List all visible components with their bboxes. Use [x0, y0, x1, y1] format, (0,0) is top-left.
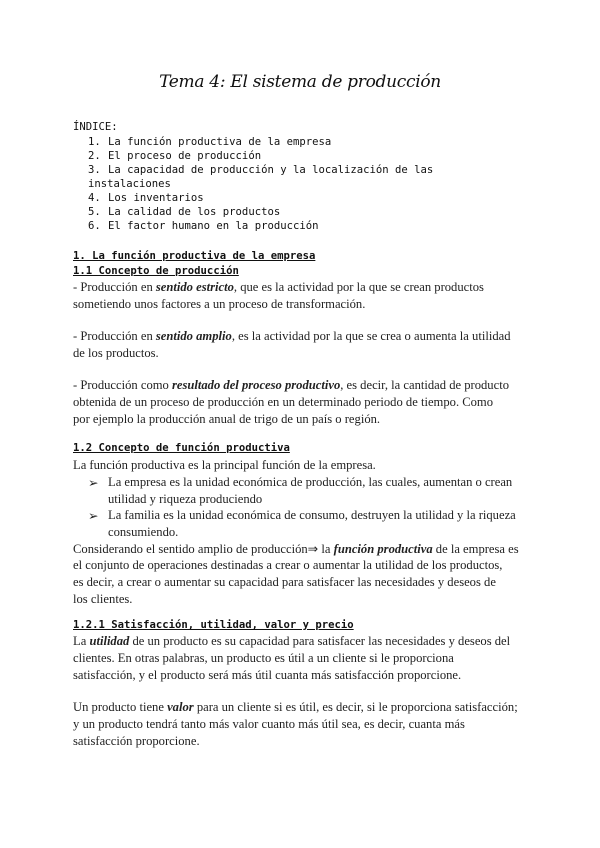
paragraph-line [73, 378, 509, 393]
paragraph-line: obtenida de un proceso de producción en un determinado periodo de tiempo. Como [73, 395, 494, 409]
subsection-heading: 1.2 Concepto de función productiva [73, 442, 290, 454]
paragraph-line [73, 329, 511, 344]
arrow-bullet-icon: ➢ [88, 509, 99, 523]
index-item-text: La calidad de los productos [108, 206, 281, 218]
text-run: - Producción como [73, 378, 172, 392]
index-item-number: 4. [88, 192, 101, 204]
index-item-number: 1. [88, 136, 101, 148]
paragraph-line: satisfacción, y el producto será más útil cuanta más satisfacción proporcione. [73, 668, 462, 682]
paragraph-line: de los productos. [73, 346, 159, 360]
paragraph-line: clientes. En otras palabras, un producto es útil a un cliente si le proporciona [73, 651, 454, 665]
section-heading: 1. La función productiva de la empresa [73, 250, 316, 262]
index-item-text: La función productiva de la empresa [108, 136, 332, 148]
text-run: para un cliente si es útil, es decir, si le proporciona satisfacción; [193, 700, 518, 714]
paragraph-line: los clientes. [73, 592, 133, 606]
index-item-text: El factor humano en la producción [108, 220, 319, 232]
paragraph-line: satisfacción proporcione. [73, 734, 200, 748]
text-run: , es decir, la cantidad de producto [340, 378, 509, 392]
paragraph-line: La función productiva es la principal función de la empresa. [73, 458, 376, 472]
paragraph-line [73, 634, 510, 649]
paragraph-line [73, 541, 519, 557]
paragraph-line [73, 700, 518, 715]
index-item-number: 6. [88, 220, 101, 232]
index-item [88, 192, 508, 204]
emphasis-text: utilidad [89, 634, 130, 648]
index-item [88, 150, 508, 162]
text-run: de un producto es su capacidad para satisfacer las necesidades y deseos del [129, 634, 511, 648]
subsection-heading: 1.2.1 Satisfacción, utilidad, valor y precio [73, 619, 354, 631]
text-run: - Producción en [73, 280, 156, 294]
subsection-heading: 1.1 Concepto de producción [73, 265, 239, 277]
index-item-text: La capacidad de producción y la localización de las [108, 164, 434, 176]
index-item [88, 206, 508, 218]
paragraph-line: sometiendo unos factores a un proceso de transformación. [73, 297, 366, 311]
index-item-number: 3. [88, 164, 101, 176]
text-run: de la empresa es [432, 542, 519, 556]
index-item-text: Los inventarios [108, 192, 204, 204]
page-title: Tema 4: El sistema de producción [159, 72, 441, 92]
bullet-text: utilidad y riqueza produciendo [108, 492, 263, 506]
paragraph-line: es decir, a crear o aumentar su capacidad para satisfacer las necesidades y deseos de [73, 575, 496, 589]
paragraph-line: por ejemplo la producción anual de trigo de un país o región. [73, 412, 381, 426]
emphasis-text: sentido amplio [155, 329, 232, 343]
index-item-continuation: instalaciones [88, 178, 171, 190]
index-item [88, 220, 508, 232]
bullet-text: La familia es la unidad económica de consumo, destruyen la utilidad y la riqueza [108, 508, 516, 522]
emphasis-text: sentido estricto [155, 280, 234, 294]
index-item-number: 5. [88, 206, 101, 218]
text-run: , que es la actividad por la que se crean productos [233, 280, 484, 294]
text-run: - Producción en [73, 329, 156, 343]
text-run: Un producto tiene [73, 700, 168, 714]
index-heading: ÍNDICE: [73, 121, 118, 133]
arrow-bullet-icon: ➢ [88, 476, 99, 490]
paragraph-line [73, 280, 484, 295]
text-run: , es la actividad por la que se crea o aumenta la utilidad [231, 329, 511, 343]
bullet-text: La empresa es la unidad económica de producción, las cuales, aumentan o crean [108, 475, 513, 489]
bullet-text: consumiendo. [108, 525, 179, 539]
emphasis-text: valor [167, 700, 194, 714]
paragraph-line: el conjunto de operaciones destinadas a crear o aumentar la utilidad de los productos, [73, 558, 503, 572]
index-item [88, 164, 508, 176]
paragraph-line: y un producto tendrá tanto más valor cuanto más útil sea, es decir, cuanta más [73, 717, 465, 731]
emphasis-text: función productiva [333, 542, 433, 556]
text-run: Considerando el sentido amplio de producción⇒ la [73, 542, 334, 556]
index-item-number: 2. [88, 150, 101, 162]
emphasis-text: resultado del proceso productivo [171, 378, 341, 392]
text-run: La [73, 634, 90, 648]
index-item-text: El proceso de producción [108, 150, 262, 162]
index-item [88, 136, 508, 148]
